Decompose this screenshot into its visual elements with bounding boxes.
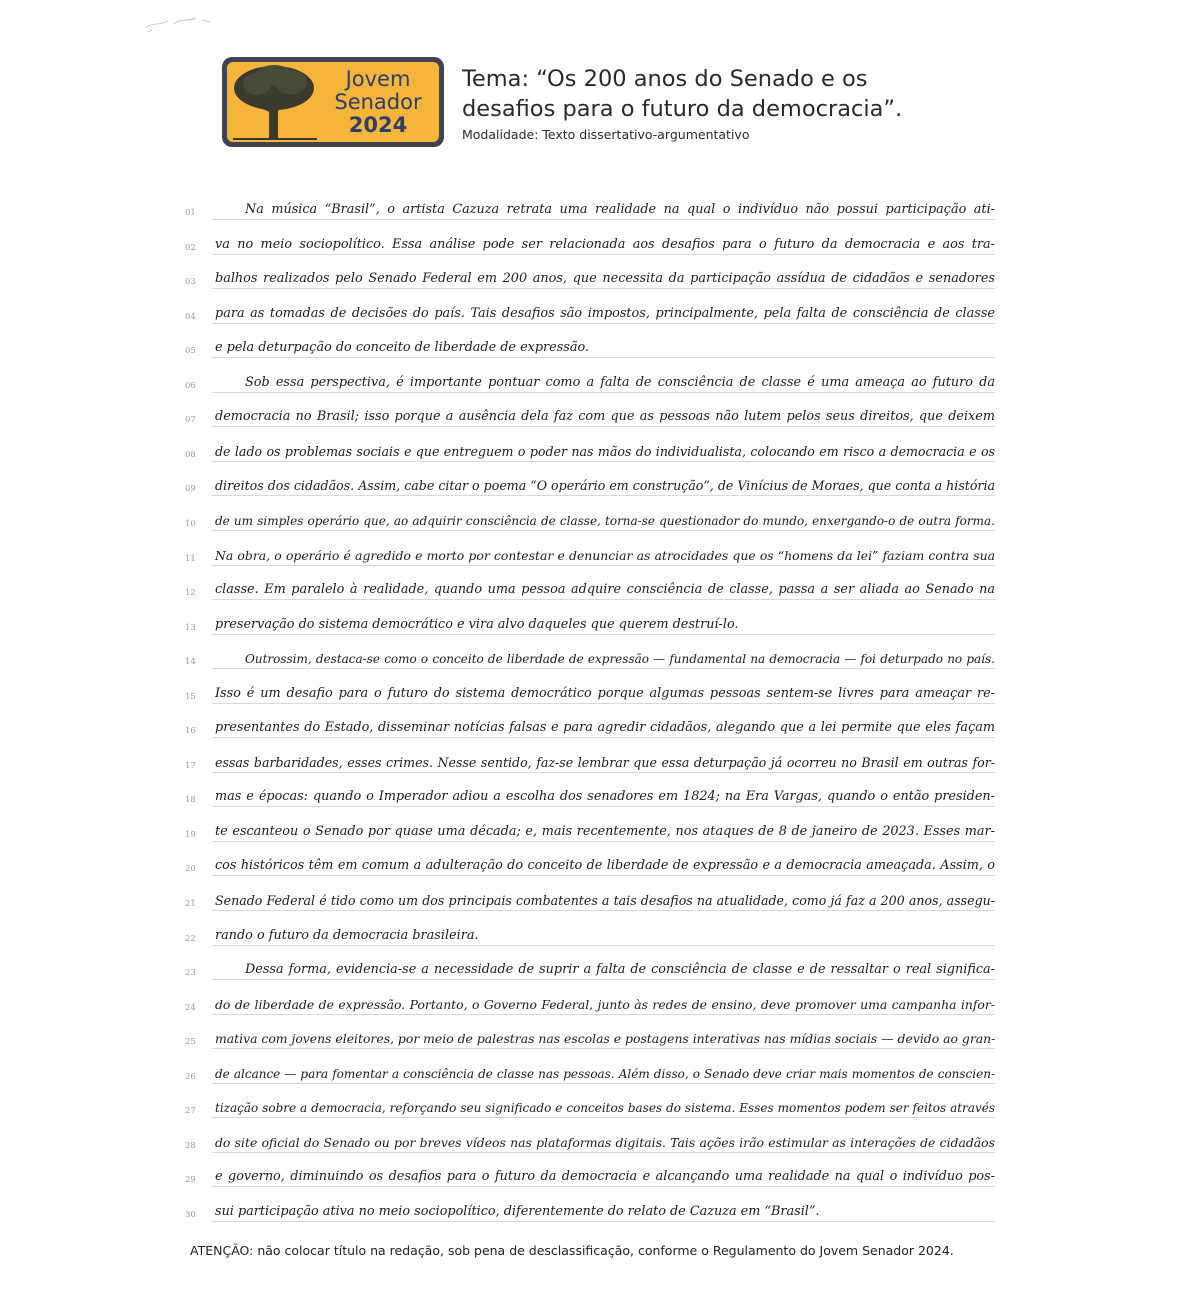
handwritten-text: de lado os problemas sociais e que entreguem o poder nas mãos do individualista, colocando em risco a democracia e os xyxy=(215,443,995,459)
handwritten-text: rando o futuro da democracia brasileira. xyxy=(215,927,479,943)
line-number: 09 xyxy=(185,484,196,495)
essay-line xyxy=(185,1153,995,1187)
essay-line xyxy=(185,186,995,220)
line-number: 05 xyxy=(185,346,196,357)
line-number: 17 xyxy=(185,760,196,771)
handwritten-text: preservação do sistema democrático e vira alvo daqueles que querem destruí-lo. xyxy=(215,616,739,632)
line-number: 21 xyxy=(185,899,196,909)
line-number: 15 xyxy=(185,691,196,702)
essay-line xyxy=(185,462,995,496)
logo-line-jovem: Jovem xyxy=(345,67,411,91)
logo-line-year: 2024 xyxy=(348,113,408,137)
essay-line xyxy=(185,1119,995,1153)
line-number: 08 xyxy=(185,449,196,460)
essay-line xyxy=(185,635,995,669)
essay-line xyxy=(185,670,995,704)
essay-line xyxy=(185,324,995,358)
line-number: 02 xyxy=(185,242,196,253)
essay-line xyxy=(185,221,995,255)
essay-line xyxy=(185,773,995,807)
handwritten-text: de um simples operário que, ao adquirir consciência de classe, torna-se questionador do mundo, enxergando-o de outra forma. xyxy=(215,513,995,528)
line-number: 27 xyxy=(185,1106,196,1117)
essay-line xyxy=(185,1015,995,1049)
handwritten-text: do site oficial do Senado ou por breves vídeos nas plataformas digitais. Tais ações irão estimular as interações de cidadãos xyxy=(215,1134,995,1150)
essay-line xyxy=(185,946,995,980)
essay-line xyxy=(185,981,995,1015)
handwritten-text: va no meio sociopolítico. Essa análise pode ser relacionada aos desafios para o futuro da democracia e aos tra- xyxy=(215,236,995,252)
handwritten-text: para as tomadas de decisões do país. Tais desafios são impostos, principalmente, pela falta de consciência de classe xyxy=(215,305,995,321)
handwritten-text: democracia no Brasil; isso porque a ausência dela faz com que as pessoas não lutem pelos seus direitos, que deixem xyxy=(215,409,995,425)
line-number: 24 xyxy=(185,1002,196,1013)
essay-line xyxy=(185,808,995,842)
essay-line xyxy=(185,428,995,462)
line-number: 23 xyxy=(185,968,196,979)
line-number: 06 xyxy=(185,380,196,391)
line-number: 30 xyxy=(185,1209,196,1220)
line-number: 19 xyxy=(185,829,196,840)
handwritten-text: direitos dos cidadãos. Assim, cabe citar o poema “O operário em construção”, de Vinícius de Moraes, que conta a história xyxy=(215,478,995,494)
essay-line xyxy=(185,359,995,393)
line-number: 12 xyxy=(185,588,196,599)
essay-line xyxy=(185,912,995,946)
line-number: 29 xyxy=(185,1175,196,1186)
line-number: 11 xyxy=(185,553,196,564)
handwritten-text: do de liberdade de expressão. Portanto, o Governo Federal, junto às redes de ensino, deve promover uma campanha infor- xyxy=(215,996,995,1012)
handwritten-text: cos históricos têm em comum a adulteração do conceito de liberdade de expressão e a democracia ameaçada. Assim, o xyxy=(215,858,995,874)
handwritten-text: e governo, diminuindo os desafios para o futuro da democracia e alcançando uma realidade na qual o indivíduo pos- xyxy=(215,1169,995,1185)
essay-line xyxy=(185,739,995,773)
handwritten-text: de alcance — para fomentar a consciência de classe nas pessoas. Além disso, o Senado deve criar mais momentos de conscien- xyxy=(215,1066,995,1081)
line-number: 16 xyxy=(185,726,196,737)
handwritten-text: classe. Em paralelo à realidade, quando uma pessoa adquire consciência de classe, passa a ser aliada ao Senado na xyxy=(215,582,995,598)
essay-line xyxy=(185,1050,995,1084)
handwritten-text: Outrossim, destaca-se como o conceito de liberdade de expressão — fundamental na democracia — foi deturpado no país. xyxy=(245,652,995,667)
line-rule xyxy=(212,1221,995,1222)
logo-line-senador: Senador xyxy=(334,90,422,114)
line-number: 01 xyxy=(185,208,196,218)
attention-notice: ATENÇÃO: não colocar título na redação, sob pena de desclassificação, conforme o Regulamento do Jovem Senador 2024. xyxy=(190,1243,954,1258)
handwritten-text: Dessa forma, evidencia-se a necessidade de suprir a falta de consciência de classe e de ressaltar o real significa- xyxy=(245,962,995,978)
essay-line xyxy=(185,255,995,289)
essay-line xyxy=(185,566,995,600)
line-number: 14 xyxy=(185,657,196,668)
essay-line xyxy=(185,601,995,635)
handwritten-text: te escanteou o Senado por quase uma década; e, mais recentemente, nos ataques de 8 de janeiro de 2023. Esses mar- xyxy=(215,823,995,839)
line-number: 04 xyxy=(185,311,196,322)
line-number: 22 xyxy=(185,933,196,944)
handwritten-text: tização sobre a democracia, reforçando seu significado e conceitos bases do sistema. Esses momentos podem ser feitos através xyxy=(215,1101,995,1116)
handwritten-text: sui participação ativa no meio sociopolítico, diferentemente do relato de Cazuza em “Brasil”. xyxy=(215,1203,820,1219)
essay-line xyxy=(185,532,995,566)
handwritten-text: e pela deturpação do conceito de liberdade de expressão. xyxy=(215,340,590,356)
essay-line xyxy=(185,842,995,876)
line-number: 07 xyxy=(185,415,196,426)
line-number: 10 xyxy=(185,518,196,529)
handwritten-text: presentantes do Estado, disseminar notícias falsas e para agredir cidadãos, alegando que a lei permite que eles façam xyxy=(215,720,995,736)
theme-line-2: desafios para o futuro da democracia”. xyxy=(462,96,903,122)
handwritten-text: mas e épocas: quando o Imperador adiou a escolha dos senadores em 1824; na Era Vargas, quando o então presiden- xyxy=(215,789,995,805)
essay-line xyxy=(185,704,995,738)
essay-line xyxy=(185,1084,995,1118)
line-number: 18 xyxy=(185,795,196,806)
handwritten-text: balhos realizados pelo Senado Federal em 200 anos, que necessita da participação assídua de cidadãos e senadores xyxy=(215,271,995,287)
line-number: 03 xyxy=(185,277,196,288)
handwritten-text: Na obra, o operário é agredido e morto por contestar e denunciar as atrocidades que os “homens da lei” faziam contra sua xyxy=(215,547,995,563)
essay-line xyxy=(185,290,995,324)
essay-line xyxy=(185,393,995,427)
line-number: 13 xyxy=(185,622,196,633)
line-number: 25 xyxy=(185,1037,196,1048)
handwritten-text: Senado Federal é tido como um dos principais combatentes a tais desafios na atualidade, como já faz a 200 anos, assegu- xyxy=(215,893,995,908)
handwritten-text: mativa com jovens eleitores, por meio de palestras nas escolas e postagens interativas nas mídias sociais — devido ao gran- xyxy=(215,1031,996,1047)
theme-line-1: Tema: “Os 200 anos do Senado e os xyxy=(462,66,868,92)
handwritten-text: Na música “Brasil”, o artista Cazuza retrata uma realidade na qual o indivíduo não possui participação ati- xyxy=(245,202,995,217)
essay-line xyxy=(185,497,995,531)
essay-modality: Modalidade: Texto dissertativo-argumentativo xyxy=(462,127,750,142)
line-number: 28 xyxy=(185,1140,196,1151)
handwritten-text: Isso é um desafio para o futuro do sistema democrático porque algumas pessoas sentem-se livres para ameaçar re- xyxy=(215,685,995,701)
line-number: 26 xyxy=(185,1071,196,1082)
handwritten-text: essas barbaridades, esses crimes. Nesse sentido, faz-se lembrar que essa deturpação já ocorreu no Brasil em outras for- xyxy=(215,754,995,770)
essay-line xyxy=(185,1188,995,1222)
essay-line xyxy=(185,877,995,911)
line-number: 20 xyxy=(185,864,196,875)
handwritten-text: Sob essa perspectiva, é importante pontuar como a falta de consciência de classe é uma ameaça ao futuro da xyxy=(245,374,995,390)
